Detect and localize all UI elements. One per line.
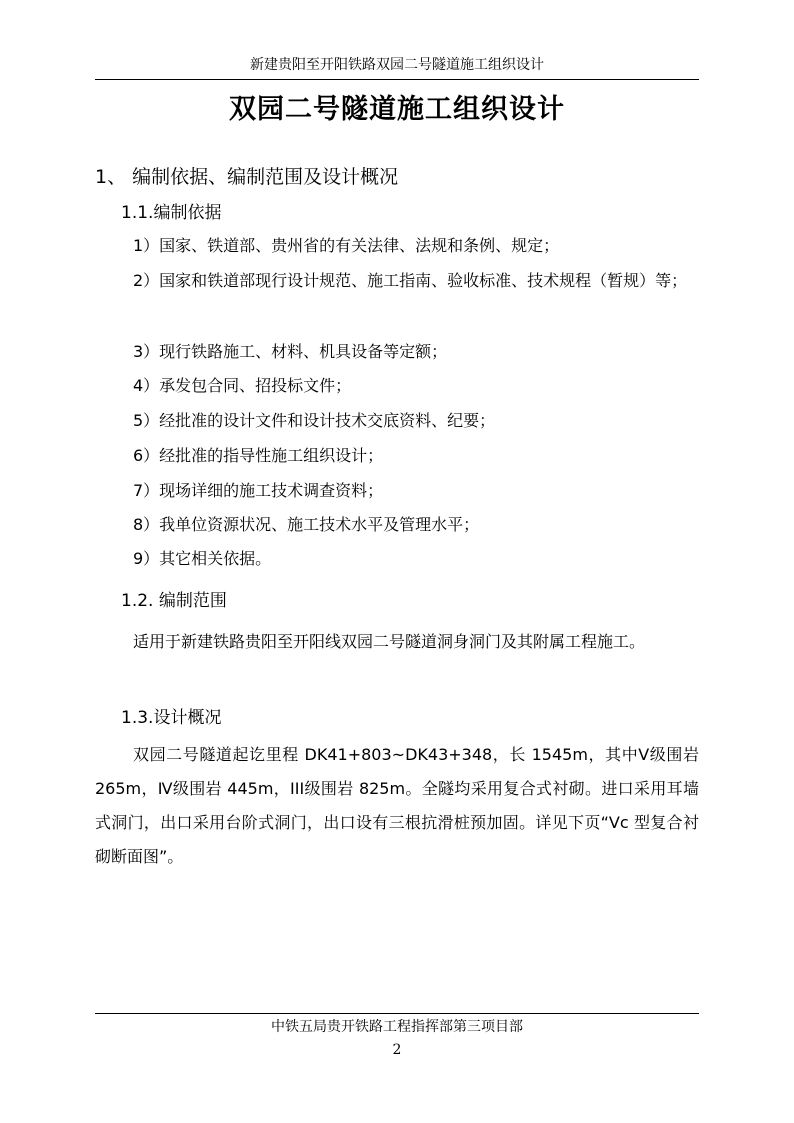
section-1-heading: 1、 编制依据、编制范围及设计概况 <box>95 166 399 188</box>
basis-item-9: 9）其它相关依据。 <box>133 549 272 568</box>
basis-item-3: 3）现行铁路施工、材料、机具设备等定额； <box>133 342 448 361</box>
running-header: 新建贵阳至开阳铁路双园二号隧道施工组织设计 <box>250 57 544 73</box>
basis-item-2: 2）国家和铁道部现行设计规范、施工指南、验收标准、技术规程（暂规）等； <box>133 271 688 290</box>
basis-item-5: 5）经批准的设计文件和设计技术交底资料、纪要； <box>133 411 496 430</box>
basis-item-8: 8）我单位资源状况、施工技术水平及管理水平； <box>133 515 480 534</box>
basis-item-4: 4）承发包合同、招投标文件； <box>133 376 352 395</box>
section-1-1-heading: 1.1.编制依据 <box>121 203 222 223</box>
header-rule <box>95 79 699 80</box>
scope-paragraph: 适用于新建铁路贵阳至开阳线双园二号隧道洞身洞门及其附属工程施工。 <box>133 632 646 651</box>
document-title: 双园二号隧道施工组织设计 <box>229 94 565 125</box>
footer-text: 中铁五局贵开铁路工程指挥部第三项目部 <box>271 1019 523 1035</box>
page-number: 2 <box>392 1042 402 1058</box>
basis-item-7: 7）现场详细的施工技术调查资料； <box>133 481 384 500</box>
section-1-3-heading: 1.3.设计概况 <box>121 708 222 728</box>
basis-item-6: 6）经批准的指导性施工组织设计； <box>133 446 384 465</box>
footer-rule <box>95 1013 699 1014</box>
overview-paragraph: 双园二号隧道起讫里程 DK41+803~DK43+348，长 1545m，其中Ⅴ级围岩 265m，Ⅳ级围岩 445m，III级围岩 825m。全隧均采用复合式衬砌。进口采用耳墙式洞门，出口采用台阶式洞门，出口设有三根抗滑桩预加固。详见下页“Vc 型复合衬砌断面图”。 <box>95 745 699 866</box>
basis-item-1: 1）国家、铁道部、贵州省的有关法律、法规和条例、规定； <box>133 236 560 255</box>
section-1-2-heading: 1.2. 编制范围 <box>121 591 227 611</box>
